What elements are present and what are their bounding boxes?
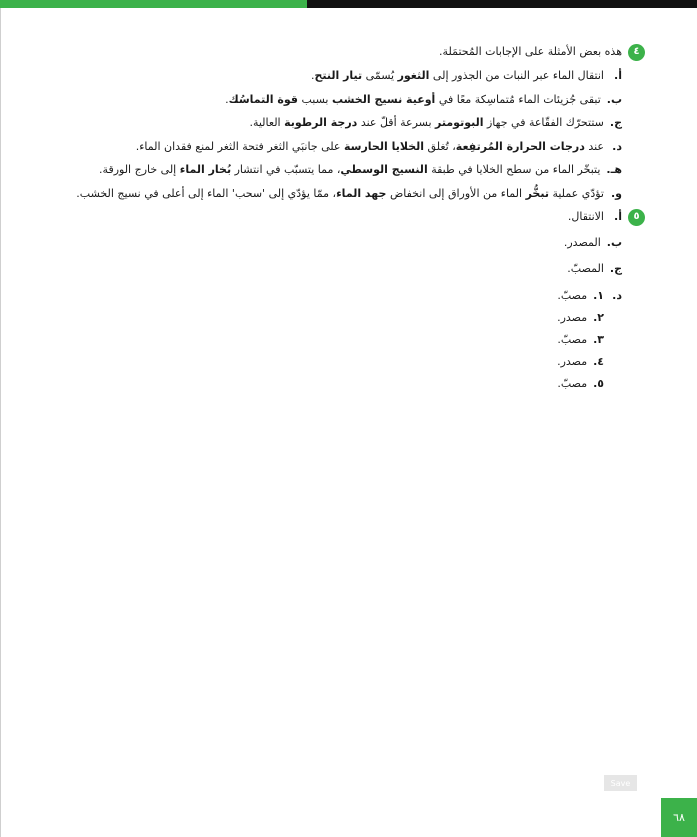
question-4-intro: هذه بعض الأمثلة على الإجابات المُحتمَلة. xyxy=(439,45,622,59)
key-term: الثغور xyxy=(397,69,430,82)
text-run: ، مما يتسبّب في انتشار xyxy=(231,163,341,176)
text-run: انتقال الماء عبر النبات من الجذور إلى xyxy=(429,69,604,82)
key-term: النسيج الوسطي xyxy=(340,163,428,176)
key-term: درجة الرطوبة xyxy=(284,116,358,129)
answer-item xyxy=(55,231,645,255)
list-text: مصبّ. xyxy=(557,377,588,390)
text-run: تبقى جُزيئات الماء مُتماسِكة معًا في xyxy=(435,92,601,106)
text-run: على جانبَي الثغر فتحة الثغر لمنع فقدان الماء. xyxy=(135,139,344,153)
key-term: تبخُّر xyxy=(525,186,549,200)
numbered-list-item xyxy=(557,372,604,394)
list-text: مصدر. xyxy=(557,311,588,324)
top-bar xyxy=(0,0,697,8)
text-run: ستتحرّك الفقّاعة في جهاز xyxy=(483,116,604,129)
answer-label: د. xyxy=(612,139,622,153)
numbered-list-item xyxy=(557,284,604,306)
list-number: ٥. xyxy=(593,377,604,390)
text-run: تؤدّي عملية xyxy=(548,186,604,200)
answer-label: أ. xyxy=(614,69,622,82)
question-number-badge: ٤ xyxy=(628,44,645,61)
question-number-badge: ٥ xyxy=(628,209,645,226)
list-text: مصدر. xyxy=(557,355,588,368)
answer-label: و. xyxy=(610,186,622,200)
page-edge xyxy=(0,8,1,837)
numbered-list-item xyxy=(557,350,604,372)
question-5-items xyxy=(55,231,645,280)
answer-text xyxy=(136,135,604,159)
answer-label: أ. xyxy=(614,210,622,224)
text-run: بسبب xyxy=(297,92,332,106)
answer-text xyxy=(311,64,604,88)
answer-item-d xyxy=(55,284,645,394)
key-term: تيار النتح xyxy=(314,69,363,82)
list-text: مصبّ. xyxy=(557,333,588,346)
key-term: الخلايا الحارسة xyxy=(343,139,425,153)
answer-item xyxy=(55,182,645,206)
text-run: ، تُغلق xyxy=(424,139,456,153)
text-run: يتبخّر الماء من سطح الخلايا في طبقة xyxy=(427,163,601,176)
answer-text xyxy=(99,158,600,182)
reading-progress-bar xyxy=(0,0,307,8)
answer-label: ب. xyxy=(606,236,622,249)
answer-label: ج. xyxy=(609,261,622,275)
question-4-header xyxy=(55,40,645,64)
answer-item xyxy=(55,88,645,112)
answer-label: ج. xyxy=(609,116,622,129)
text-run: عند xyxy=(584,139,604,153)
text-run: يُسمّى xyxy=(362,69,398,82)
answer-text xyxy=(249,111,603,135)
text-run: . xyxy=(310,69,315,82)
key-term: أوعية نسيج الخشب xyxy=(331,92,436,106)
key-term: بُخار الماء xyxy=(179,163,232,176)
answer-item xyxy=(55,111,645,135)
text-run: . xyxy=(225,92,229,106)
answer-item xyxy=(568,205,622,229)
key-term: قوة التماسُك xyxy=(228,92,298,106)
answer-item xyxy=(55,158,645,182)
list-number: ١. xyxy=(593,289,604,302)
answer-text: المصدر. xyxy=(563,236,601,249)
question-5-header xyxy=(55,205,645,229)
list-text: مصبّ. xyxy=(557,289,588,302)
answer-label: د. xyxy=(612,289,622,302)
text-run: ، ممّا يؤدّي إلى 'سحب' الماء إلى أعلى في نسيج الخشب. xyxy=(76,186,337,200)
answer-item xyxy=(55,64,645,88)
answer-label: ب. xyxy=(606,92,622,106)
answer-text xyxy=(76,182,604,206)
text-run: العالية. xyxy=(249,116,285,129)
numbered-list-item xyxy=(557,328,604,350)
answers-content xyxy=(55,40,645,394)
list-number: ٢. xyxy=(593,311,604,324)
page-number-badge: ٦٨ xyxy=(661,798,697,837)
text-run: إلى خارج الورقة. xyxy=(99,163,180,176)
key-term: جهد الماء xyxy=(336,186,387,200)
save-button[interactable]: Save xyxy=(604,775,637,791)
key-term: البوتومتر xyxy=(435,116,484,129)
numbered-list-item xyxy=(557,306,604,328)
answer-text: الانتقال. xyxy=(567,210,604,224)
text-run: الماء من الأوراق إلى انخفاض xyxy=(386,186,526,200)
answer-label: هـ. xyxy=(606,163,622,176)
numbered-list xyxy=(557,284,604,394)
key-term: درجات الحرارة المُرتفِعة xyxy=(455,139,585,153)
list-number: ٣. xyxy=(593,333,604,346)
text-run: بسرعة أقلّ عند xyxy=(357,116,436,129)
answer-text xyxy=(225,88,601,112)
list-number: ٤. xyxy=(593,355,604,368)
answer-item xyxy=(55,135,645,159)
answer-item xyxy=(55,257,645,281)
question-4-items xyxy=(55,64,645,205)
answer-text: المصبّ. xyxy=(567,261,604,275)
